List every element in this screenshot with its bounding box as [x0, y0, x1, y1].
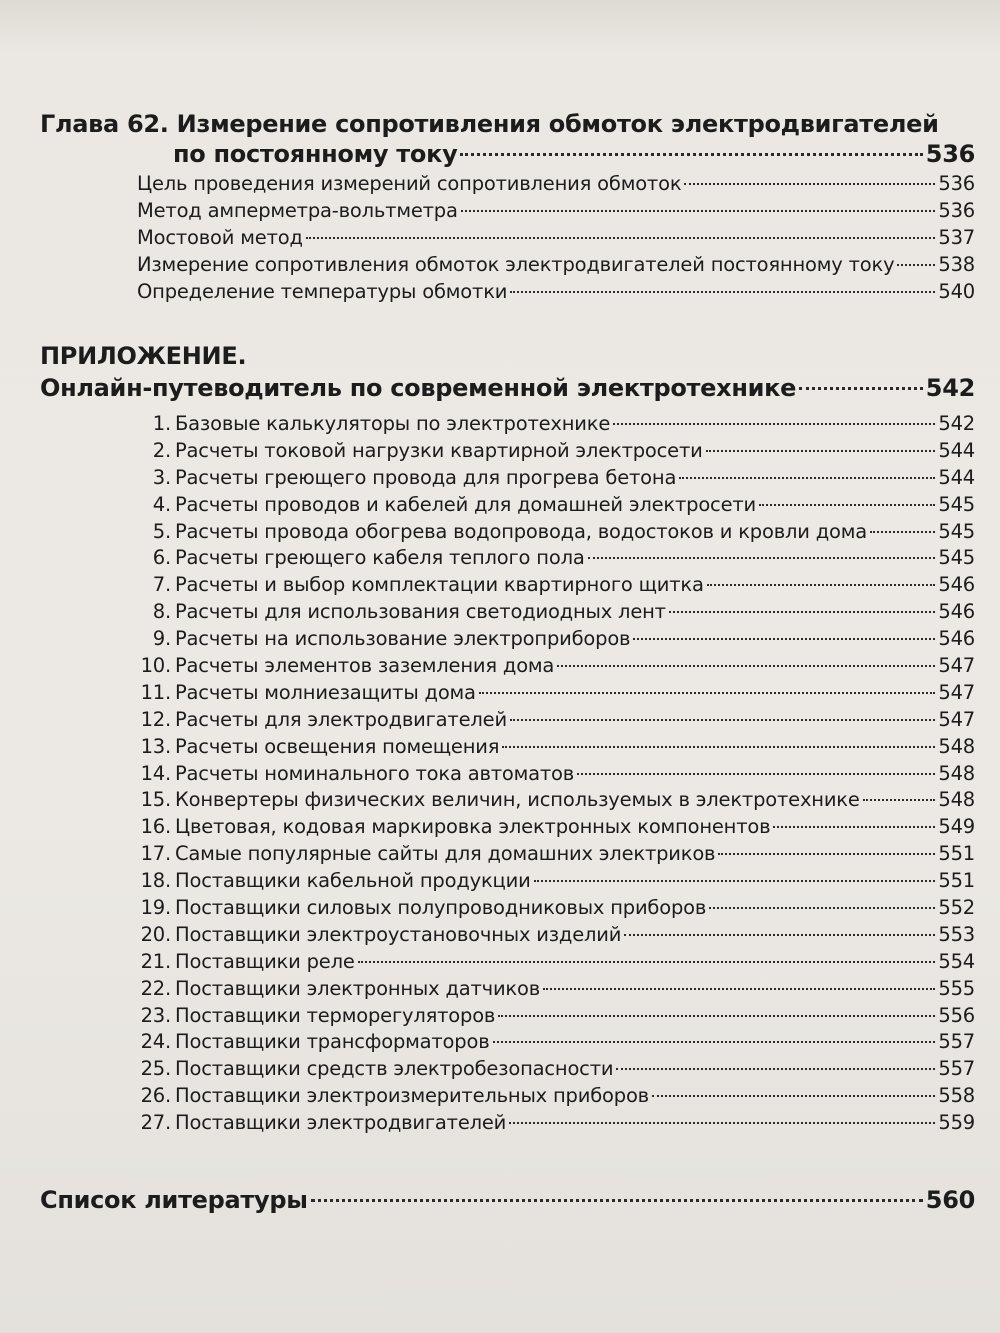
item-text	[40, 1004, 495, 1027]
dot-leader	[709, 907, 935, 909]
dot-leader	[461, 210, 936, 212]
item-text	[40, 842, 715, 865]
item-page: 551	[938, 869, 975, 893]
section-page: 536	[938, 199, 975, 222]
dot-leader	[616, 1068, 935, 1070]
bibliography-title: Список литературы	[40, 1186, 308, 1215]
section-page: 536	[938, 172, 975, 195]
item-page: 548	[938, 734, 975, 758]
item-text	[40, 1111, 506, 1134]
item-title: Расчеты молниезащиты дома	[175, 680, 476, 704]
item-text	[40, 654, 554, 677]
chapter-entry	[173, 140, 975, 168]
item-title: Поставщики электроустановочных изделий	[175, 922, 622, 946]
item-page: 546	[938, 573, 975, 597]
item-number: 6.	[152, 546, 171, 570]
item-number: 3.	[152, 465, 171, 489]
item-page: 556	[938, 1003, 975, 1027]
chapter-title-line1: Глава 62. Измерение сопротивления обмоток электродвигателей	[40, 110, 939, 138]
dot-leader	[863, 799, 936, 801]
item-title: Расчеты для использования светодиодных лент	[175, 600, 666, 624]
appendix-item	[40, 762, 975, 789]
dot-leader	[679, 477, 935, 479]
appendix-item	[40, 1004, 975, 1031]
dot-leader	[652, 1095, 935, 1097]
appendix-item	[40, 977, 975, 1004]
dot-leader	[588, 557, 936, 559]
item-page: 544	[938, 438, 975, 462]
appendix-item	[40, 788, 975, 815]
appendix-item	[40, 1111, 975, 1138]
item-title: Поставщики электроизмерительных приборов	[175, 1084, 649, 1108]
appendix-item	[40, 1057, 975, 1084]
appendix-item	[40, 439, 975, 466]
item-text	[40, 788, 860, 811]
item-page: 557	[938, 1057, 975, 1081]
item-page: 557	[938, 1030, 975, 1054]
item-title: Поставщики реле	[175, 949, 355, 973]
section-title: Определение температуры обмотки	[137, 280, 508, 303]
appendix-item	[40, 1030, 975, 1057]
section-page: 540	[938, 280, 975, 303]
dot-leader	[669, 611, 936, 613]
item-page: 555	[938, 976, 975, 1000]
item-page: 554	[938, 949, 975, 973]
item-page: 558	[938, 1084, 975, 1108]
item-text	[40, 708, 507, 731]
item-page: 547	[938, 680, 975, 704]
item-title: Поставщики трансформаторов	[175, 1030, 490, 1054]
appendix-item	[40, 681, 975, 708]
appendix-item	[40, 520, 975, 547]
dot-leader	[358, 961, 936, 963]
item-page: 552	[938, 896, 975, 920]
item-number: 26.	[140, 1084, 171, 1108]
item-title: Расчеты греющего провода для прогрева бетона	[175, 465, 677, 489]
item-page: 549	[938, 815, 975, 839]
dot-leader	[759, 504, 935, 506]
item-number: 4.	[152, 492, 171, 516]
dot-leader	[502, 746, 935, 748]
appendix-item	[40, 896, 975, 923]
appendix-item	[40, 869, 975, 896]
section-page: 538	[938, 253, 975, 276]
bibliography-page: 560	[925, 1186, 975, 1215]
item-number: 11.	[140, 680, 171, 704]
item-text	[40, 520, 867, 543]
section-title: Метод амперметра-вольтметра	[137, 199, 458, 222]
chapter-title-line2: по постоянному току	[173, 140, 458, 168]
item-page: 559	[938, 1111, 975, 1135]
dot-leader	[613, 423, 935, 425]
dot-leader	[543, 988, 935, 990]
item-page: 547	[938, 654, 975, 678]
section-entry	[137, 199, 975, 226]
section-entry	[137, 253, 975, 280]
appendix-items	[40, 412, 975, 1138]
section-title: Измерение сопротивления обмоток электродвигателей постоянному току	[137, 253, 895, 276]
dot-leader	[870, 531, 935, 533]
item-text	[40, 815, 770, 838]
item-text	[40, 735, 499, 758]
dot-leader	[479, 692, 936, 694]
item-title: Поставщики электронных датчиков	[175, 976, 541, 1000]
item-number: 10.	[140, 654, 171, 678]
item-title: Базовые калькуляторы по электротехнике	[175, 412, 611, 435]
appendix-item	[40, 627, 975, 654]
item-title: Цветовая, кодовая маркировка электронных компонентов	[175, 815, 771, 839]
appendix-item	[40, 466, 975, 493]
dot-leader	[633, 638, 935, 640]
appendix-item	[40, 950, 975, 977]
appendix-item	[40, 1084, 975, 1111]
item-page: 542	[938, 412, 975, 435]
item-number: 17.	[140, 842, 171, 866]
item-title: Расчеты проводов и кабелей для домашней электросети	[175, 492, 757, 516]
dot-leader	[897, 264, 935, 266]
item-number: 27.	[140, 1111, 171, 1135]
appendix-item	[40, 600, 975, 627]
item-title: Поставщики средств электробезопасности	[175, 1057, 614, 1081]
section-entry	[137, 226, 975, 253]
appendix-item	[40, 708, 975, 735]
appendix-title: Онлайн-путеводитель по современной электротехнике	[40, 374, 797, 402]
item-page: 551	[938, 842, 975, 866]
item-title: Расчеты на использование электроприборов	[175, 627, 631, 651]
appendix-entry	[40, 374, 975, 402]
dot-leader	[510, 291, 935, 293]
appendix-page: 542	[925, 374, 975, 402]
item-text	[40, 681, 476, 704]
appendix-item	[40, 735, 975, 762]
item-text	[40, 439, 703, 462]
item-title: Расчеты и выбор комплектации квартирного щитка	[175, 573, 704, 597]
item-page: 545	[938, 519, 975, 543]
section-title: Мостовой метод	[137, 226, 303, 249]
item-number: 1.	[152, 412, 171, 435]
item-number: 23.	[140, 1003, 171, 1027]
table-of-contents	[40, 110, 975, 1214]
item-number: 20.	[140, 922, 171, 946]
appendix-item	[40, 815, 975, 842]
dot-leader	[706, 450, 936, 452]
item-title: Расчеты номинального тока автоматов	[175, 761, 575, 785]
item-number: 22.	[140, 976, 171, 1000]
section-entry	[137, 280, 975, 307]
item-text	[40, 896, 706, 919]
item-title: Конвертеры физических величин, используемых в электротехнике	[175, 788, 860, 812]
item-number: 5.	[152, 519, 171, 543]
item-number: 8.	[152, 600, 171, 624]
dot-leader	[577, 773, 935, 775]
dot-leader	[493, 1041, 936, 1043]
dot-leader	[773, 826, 935, 828]
item-number: 16.	[140, 815, 171, 839]
item-number: 18.	[140, 869, 171, 893]
item-title: Расчеты для электродвигателей	[175, 707, 507, 731]
item-number: 14.	[140, 761, 171, 785]
item-text	[40, 466, 676, 489]
section-title: Цель проведения измерений сопротивления обмоток	[137, 172, 682, 195]
item-number: 24.	[140, 1030, 171, 1054]
dot-leader	[624, 934, 935, 936]
appendix-item	[40, 546, 975, 573]
item-title: Расчеты греющего кабеля теплого пола	[175, 546, 585, 570]
item-number: 25.	[140, 1057, 171, 1081]
item-title: Поставщики электродвигателей	[175, 1111, 507, 1135]
item-title: Поставщики силовых полупроводниковых приборов	[175, 896, 707, 920]
appendix-label: ПРИЛОЖЕНИЕ.	[40, 342, 247, 370]
item-title: Расчеты элементов заземления дома	[175, 654, 555, 678]
appendix-item	[40, 573, 975, 600]
item-text	[40, 762, 574, 785]
item-page: 548	[938, 761, 975, 785]
item-page: 546	[938, 600, 975, 624]
item-number: 7.	[152, 573, 171, 597]
dot-leader	[707, 584, 936, 586]
section-page: 537	[938, 226, 975, 249]
dot-leader	[534, 880, 936, 882]
item-title: Расчеты провода обогрева водопровода, водостоков и кровли дома	[175, 519, 868, 543]
item-text	[40, 546, 585, 569]
dot-leader	[311, 1199, 923, 1202]
item-page: 548	[938, 788, 975, 812]
item-number: 21.	[140, 949, 171, 973]
item-page: 547	[938, 707, 975, 731]
item-number: 9.	[152, 627, 171, 651]
section-entry	[137, 172, 975, 199]
item-text	[40, 923, 621, 946]
item-title: Поставщики терморегуляторов	[175, 1003, 496, 1027]
item-text	[40, 627, 630, 650]
dot-leader	[799, 387, 923, 390]
item-text	[40, 493, 756, 516]
appendix-item	[40, 923, 975, 950]
appendix-item	[40, 654, 975, 681]
chapter-sections	[40, 172, 975, 307]
item-text	[40, 573, 704, 596]
item-text	[40, 1057, 613, 1080]
item-title: Расчеты токовой нагрузки квартирной электросети	[175, 438, 703, 462]
item-text	[40, 600, 666, 623]
dot-leader	[498, 1015, 935, 1017]
item-text	[40, 950, 355, 973]
item-title: Самые популярные сайты для домашних электриков	[175, 842, 716, 866]
dot-leader	[718, 853, 935, 855]
item-page: 544	[938, 465, 975, 489]
item-text	[40, 977, 540, 1000]
item-number: 13.	[140, 734, 171, 758]
bibliography-entry	[40, 1186, 975, 1214]
item-text	[40, 1030, 490, 1053]
item-page: 546	[938, 627, 975, 651]
dot-leader	[509, 1122, 935, 1124]
dot-leader	[510, 719, 935, 721]
dot-leader	[306, 237, 936, 239]
item-number: 2.	[152, 438, 171, 462]
item-title: Поставщики кабельной продукции	[175, 869, 531, 893]
item-number: 19.	[140, 896, 171, 920]
item-text	[40, 869, 531, 892]
item-page: 545	[938, 492, 975, 516]
chapter-page: 536	[925, 140, 975, 168]
appendix-item	[40, 842, 975, 869]
item-text	[40, 1084, 649, 1107]
dot-leader	[684, 183, 935, 185]
dot-leader	[460, 153, 922, 156]
item-text	[40, 412, 610, 435]
appendix-item	[40, 412, 975, 439]
item-title: Расчеты освещения помещения	[175, 734, 500, 758]
item-page: 545	[938, 546, 975, 570]
item-number: 12.	[140, 707, 171, 731]
item-number: 15.	[140, 788, 171, 812]
appendix-item	[40, 493, 975, 520]
dot-leader	[557, 665, 935, 667]
item-page: 553	[938, 922, 975, 946]
